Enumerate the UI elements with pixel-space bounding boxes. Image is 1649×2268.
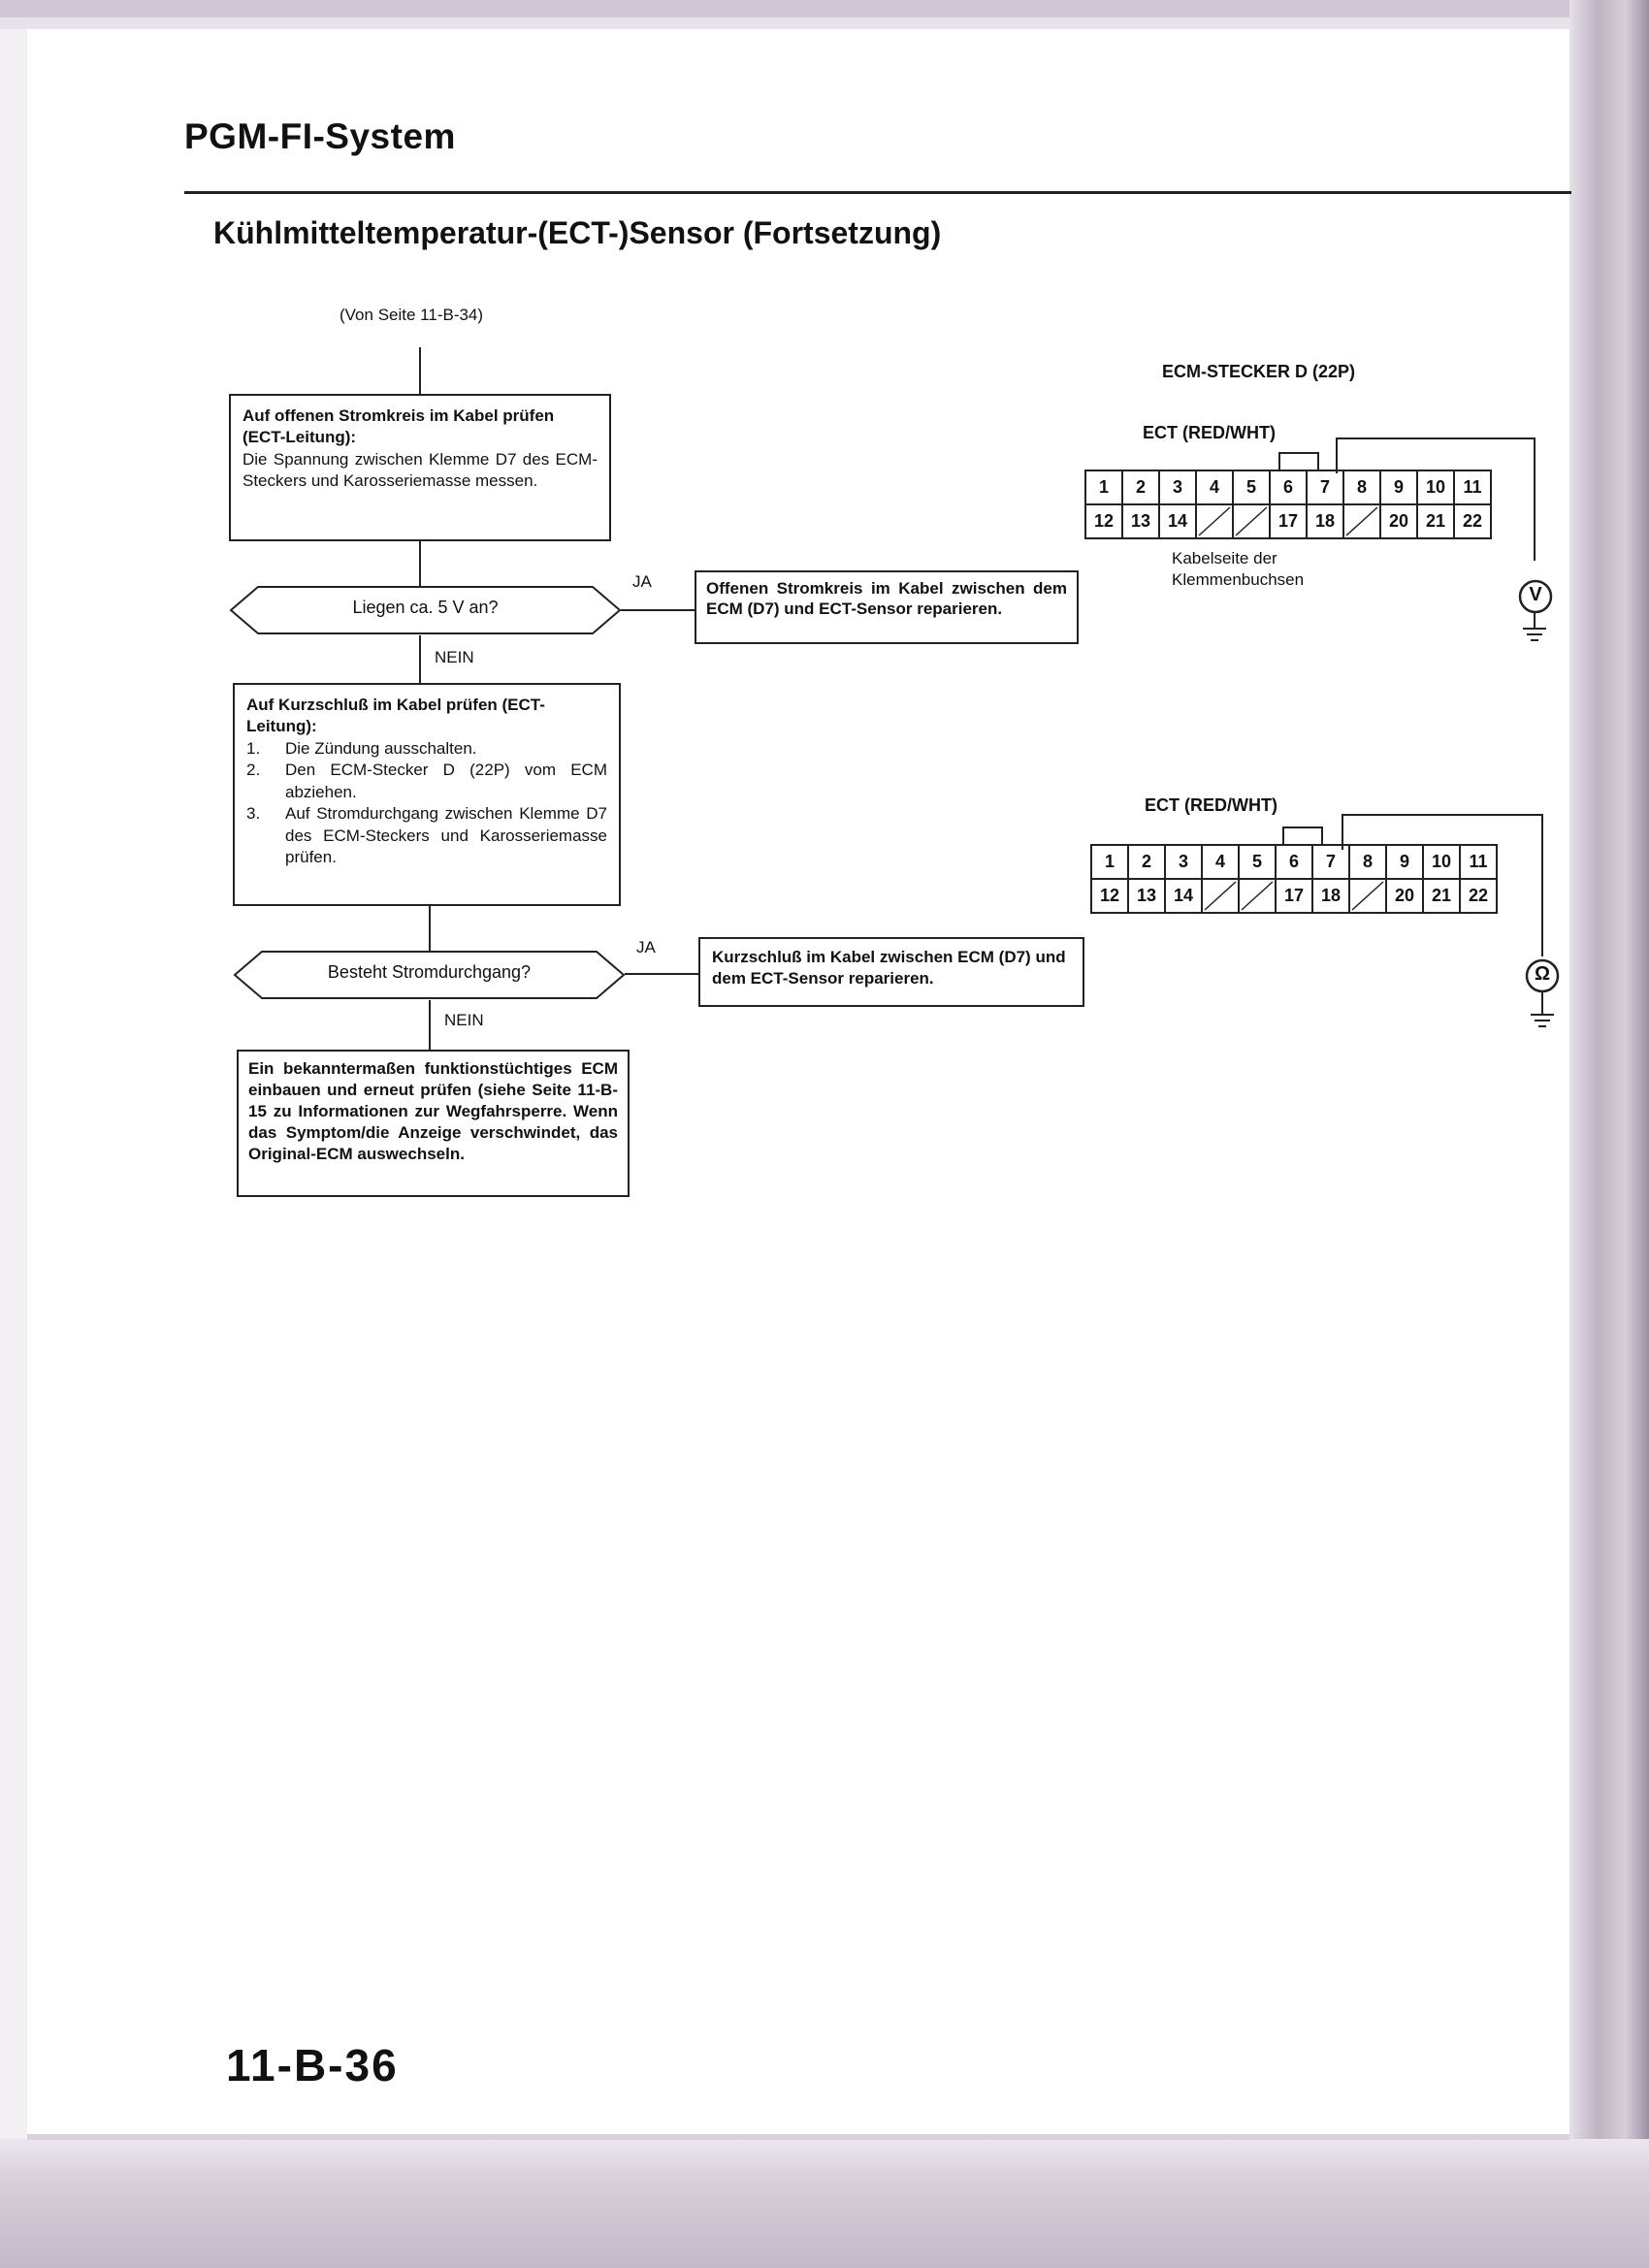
pin: 13 <box>1128 879 1165 913</box>
pin: 4 <box>1196 470 1233 504</box>
ect-wire-label: ECT (RED/WHT) <box>1143 423 1276 442</box>
from-page-label: (Von Seite 11-B-34) <box>340 306 484 324</box>
flow-connector <box>429 906 431 951</box>
pin: 21 <box>1417 504 1454 538</box>
pin: 8 <box>1343 470 1380 504</box>
ohmmeter-wiring <box>1335 811 1568 1034</box>
pin: 5 <box>1239 845 1276 879</box>
flow-step-open-circuit <box>229 394 611 541</box>
pin: 11 <box>1460 845 1497 879</box>
decision-continuity-yes-label: JA <box>636 938 656 956</box>
pin: 14 <box>1165 879 1202 913</box>
ect-wire-label: ECT (RED/WHT) <box>1145 795 1277 815</box>
empty-cavity <box>1202 879 1239 913</box>
pin-d7: 7 <box>1312 845 1349 879</box>
pin: 18 <box>1312 879 1349 913</box>
scan-border-bottom <box>0 2139 1649 2268</box>
pin: 2 <box>1128 845 1165 879</box>
step-short-circuit-title: Auf Kurzschluß im Kabel prüfen (ECT-Leitung): <box>246 696 545 736</box>
empty-cavity <box>1239 879 1276 913</box>
scan-border-top <box>0 0 1649 17</box>
pin: 21 <box>1423 879 1460 913</box>
pin: 18 <box>1307 504 1343 538</box>
pin: 9 <box>1386 845 1423 879</box>
page-edge <box>27 2134 1569 2140</box>
pin: 12 <box>1091 879 1128 913</box>
flow-result-repair-short-circuit <box>698 937 1084 1007</box>
step-short-circuit-list <box>246 738 607 869</box>
connector-title: ECM-STECKER D (22P) <box>1162 362 1356 381</box>
flow-step-replace-ecm <box>237 1050 630 1197</box>
flow-step-short-circuit <box>233 683 621 906</box>
section-title: Kühlmitteltemperatur-(ECT-)Sensor (Fortsetzung) <box>213 215 942 250</box>
pin: 22 <box>1454 504 1491 538</box>
decision-voltage-question: Liegen ca. 5 V an? <box>352 598 499 617</box>
list-item: 2. Den ECM-Stecker D (22P) vom ECM abziehen. <box>246 761 607 801</box>
pin: 10 <box>1417 470 1454 504</box>
pin: 20 <box>1386 879 1423 913</box>
pin: 20 <box>1380 504 1417 538</box>
pin-d7: 7 <box>1307 470 1343 504</box>
result-short-circuit-text: Kurzschluß im Kabel zwischen ECM (D7) und dem ECT-Sensor reparieren. <box>712 948 1066 988</box>
flow-connector-no <box>429 1000 431 1051</box>
pin: 13 <box>1122 504 1159 538</box>
scan-border-top-inner <box>0 17 1649 29</box>
pin: 4 <box>1202 845 1239 879</box>
pin: 6 <box>1276 845 1312 879</box>
pin: 22 <box>1460 879 1497 913</box>
empty-cavity <box>1233 504 1270 538</box>
pin: 17 <box>1276 879 1312 913</box>
flow-result-repair-open-circuit <box>695 570 1079 644</box>
wire-side-note-line1: Kabelseite der <box>1172 549 1277 567</box>
flow-connector <box>419 347 421 394</box>
pin: 3 <box>1165 845 1202 879</box>
list-item: 3. Auf Stromdurchgang zwischen Klemme D7 des ECM-Steckers und Karosseriemasse prüfen. <box>246 804 607 867</box>
pin: 9 <box>1380 470 1417 504</box>
pin: 14 <box>1159 504 1196 538</box>
step-replace-ecm-text: Ein bekanntermaßen funktionstüchtiges ECM einbauen und erneut prüfen (siehe Seite 11-B-15 zu Informationen zur Wegfahrsperre. Wenn das Symptom/die Anzeige verschwindet, das Original-ECM auswechseln. <box>248 1059 618 1164</box>
pin: 3 <box>1159 470 1196 504</box>
connector-lock-tab <box>1278 452 1319 470</box>
flow-connector-yes <box>625 973 700 975</box>
pin: 8 <box>1349 845 1386 879</box>
pin: 6 <box>1270 470 1307 504</box>
pin: 2 <box>1122 470 1159 504</box>
pin: 1 <box>1085 470 1122 504</box>
connector-lock-tab <box>1282 826 1323 844</box>
pin: 5 <box>1233 470 1270 504</box>
empty-cavity <box>1196 504 1233 538</box>
pin: 10 <box>1423 845 1460 879</box>
pin: 1 <box>1091 845 1128 879</box>
scan-border-right <box>1569 0 1649 2268</box>
list-item: 1. Die Zündung ausschalten. <box>246 738 477 758</box>
scan-border-left <box>0 29 27 2144</box>
pin: 11 <box>1454 470 1491 504</box>
wire-side-note-line2: Klemmenbuchsen <box>1172 570 1305 589</box>
step-open-circuit-title: Auf offenen Stromkreis im Kabel prüfen (ECT-Leitung): <box>242 406 555 447</box>
flow-connector-yes <box>621 609 696 611</box>
flow-connector-no <box>419 635 421 684</box>
decision-continuity-no-label: NEIN <box>444 1011 484 1029</box>
pin: 17 <box>1270 504 1307 538</box>
pin: 12 <box>1085 504 1122 538</box>
voltmeter-wiring <box>1329 435 1562 658</box>
page-number: 11-B-36 <box>226 2040 399 2090</box>
decision-voltage-yes-label: JA <box>632 572 652 591</box>
ohmmeter-symbol: Ω <box>1534 963 1551 985</box>
decision-voltage-no-label: NEIN <box>435 648 474 666</box>
decision-continuity-question: Besteht Stromdurchgang? <box>327 962 532 982</box>
page-header-title: PGM-FI-System <box>184 116 456 156</box>
header-rule <box>184 191 1571 194</box>
step-open-circuit-body: Die Spannung zwischen Klemme D7 des ECM-Steckers und Karosseriemasse messen. <box>242 449 598 491</box>
flow-connector <box>419 541 421 586</box>
result-open-circuit-text: Offenen Stromkreis im Kabel zwischen dem ECM (D7) und ECT-Sensor reparieren. <box>706 579 1067 619</box>
voltmeter-symbol: V <box>1529 584 1542 605</box>
